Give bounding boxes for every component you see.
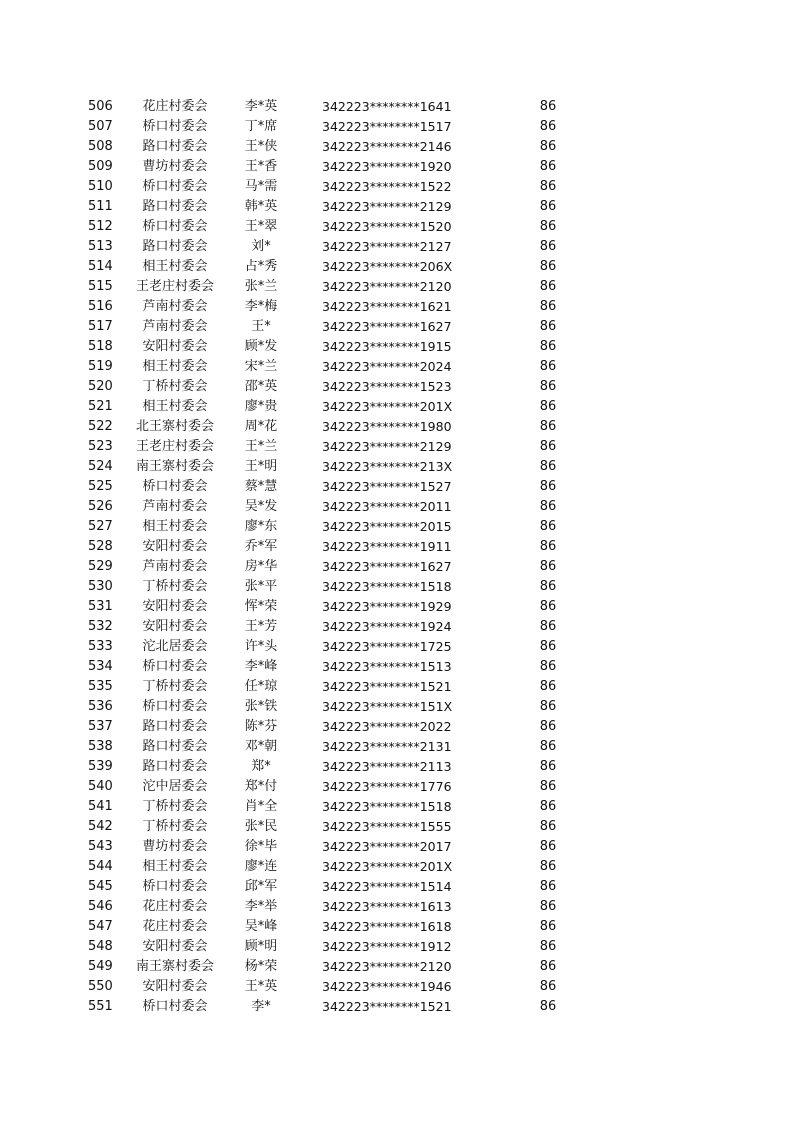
id-number: 342223********1912	[322, 939, 452, 954]
table-row	[0, 637, 793, 657]
person-name: 许*头	[244, 639, 278, 654]
table-row	[0, 197, 793, 217]
village-committee: 丁桥村委会	[142, 819, 208, 834]
row-number: 544	[88, 859, 113, 874]
id-number: 342223********2146	[322, 139, 452, 154]
person-name: 吴*峰	[244, 919, 278, 934]
row-number: 531	[88, 599, 113, 614]
table-row	[0, 877, 793, 897]
age-value: 86	[539, 819, 557, 834]
age-value: 86	[539, 879, 557, 894]
person-name: 蔡*慧	[244, 479, 278, 494]
village-committee: 丁桥村委会	[142, 579, 208, 594]
table-row	[0, 737, 793, 757]
village-committee: 丁桥村委会	[142, 679, 208, 694]
table-row	[0, 817, 793, 837]
age-value: 86	[539, 219, 557, 234]
person-name: 王*芳	[244, 619, 278, 634]
village-committee: 芦南村委会	[142, 319, 208, 334]
person-name: 郑*付	[244, 779, 278, 794]
row-number: 514	[88, 259, 113, 274]
person-name: 廖*东	[244, 519, 278, 534]
person-name: 李*英	[244, 99, 278, 114]
table-row	[0, 337, 793, 357]
village-committee: 沱北居委会	[142, 639, 208, 654]
id-number: 342223********1618	[322, 919, 452, 934]
row-number: 518	[88, 339, 113, 354]
village-committee: 南王寨村委会	[135, 459, 214, 474]
row-number: 534	[88, 659, 113, 674]
age-value: 86	[539, 259, 557, 274]
person-name: 李*梅	[244, 299, 278, 314]
village-committee: 花庄村委会	[142, 899, 208, 914]
row-number: 532	[88, 619, 113, 634]
person-name: 张*平	[244, 579, 278, 594]
person-name: 乔*军	[244, 539, 278, 554]
age-value: 86	[539, 679, 557, 694]
row-number: 533	[88, 639, 113, 654]
person-name: 王*翠	[244, 219, 278, 234]
id-number: 342223********2011	[322, 499, 452, 514]
id-number: 342223********2129	[322, 199, 452, 214]
id-number: 342223********206X	[322, 259, 453, 274]
table-row	[0, 757, 793, 777]
id-number: 342223********1725	[322, 639, 452, 654]
id-number: 342223********1521	[322, 679, 452, 694]
village-committee: 路口村委会	[142, 759, 208, 774]
person-name: 房*华	[244, 559, 278, 574]
village-committee: 路口村委会	[142, 719, 208, 734]
person-name: 杨*荣	[244, 959, 278, 974]
table-row	[0, 477, 793, 497]
village-committee: 路口村委会	[142, 139, 208, 154]
person-name: 刘*	[251, 239, 271, 254]
table-row	[0, 517, 793, 537]
person-name: 邱*军	[244, 879, 278, 894]
village-committee: 桥口村委会	[142, 699, 208, 714]
age-value: 86	[539, 859, 557, 874]
id-number: 342223********1520	[322, 219, 452, 234]
id-number: 342223********1946	[322, 979, 452, 994]
row-number: 523	[88, 439, 113, 454]
id-number: 342223********1915	[322, 339, 452, 354]
id-number: 342223********1627	[322, 319, 452, 334]
table-row	[0, 577, 793, 597]
person-name: 王*明	[244, 459, 278, 474]
row-number: 539	[88, 759, 113, 774]
id-number: 342223********2120	[322, 959, 452, 974]
age-value: 86	[539, 319, 557, 334]
table-row	[0, 317, 793, 337]
village-committee: 安阳村委会	[142, 979, 208, 994]
id-number: 342223********201X	[322, 399, 453, 414]
age-value: 86	[539, 719, 557, 734]
village-committee: 芦南村委会	[142, 299, 208, 314]
id-number: 342223********1929	[322, 599, 452, 614]
person-name: 王*香	[244, 159, 278, 174]
age-value: 86	[539, 139, 557, 154]
id-number: 342223********2131	[322, 739, 452, 754]
table-row	[0, 797, 793, 817]
village-committee: 相王村委会	[142, 259, 208, 274]
id-number: 342223********1523	[322, 379, 452, 394]
person-name: 周*花	[244, 419, 278, 434]
id-number: 342223********151X	[322, 699, 453, 714]
id-number: 342223********1641	[322, 99, 452, 114]
row-number: 546	[88, 899, 113, 914]
table-row	[0, 717, 793, 737]
id-number: 342223********2022	[322, 719, 452, 734]
table-row	[0, 657, 793, 677]
row-number: 524	[88, 459, 113, 474]
row-number: 538	[88, 739, 113, 754]
person-name: 宋*兰	[244, 359, 278, 374]
row-number: 522	[88, 419, 113, 434]
id-number: 342223********2113	[322, 759, 452, 774]
id-number: 342223********2129	[322, 439, 452, 454]
age-value: 86	[539, 419, 557, 434]
table-row	[0, 977, 793, 997]
id-number: 342223********2015	[322, 519, 452, 534]
id-number: 342223********1518	[322, 799, 452, 814]
village-committee: 相王村委会	[142, 859, 208, 874]
age-value: 86	[539, 559, 557, 574]
id-number: 342223********1776	[322, 779, 452, 794]
row-number: 528	[88, 539, 113, 554]
person-name: 李*举	[244, 899, 278, 914]
row-number: 535	[88, 679, 113, 694]
table-row	[0, 697, 793, 717]
person-name: 徐*毕	[244, 839, 278, 854]
row-number: 517	[88, 319, 113, 334]
id-number: 342223********1621	[322, 299, 452, 314]
row-number: 520	[88, 379, 113, 394]
row-number: 506	[88, 99, 113, 114]
age-value: 86	[539, 779, 557, 794]
id-number: 342223********2017	[322, 839, 452, 854]
row-number: 537	[88, 719, 113, 734]
id-number: 342223********1555	[322, 819, 452, 834]
person-name: 王*兰	[244, 439, 278, 454]
village-committee: 桥口村委会	[142, 119, 208, 134]
age-value: 86	[539, 439, 557, 454]
table-row	[0, 457, 793, 477]
age-value: 86	[539, 179, 557, 194]
table-row	[0, 277, 793, 297]
row-number: 542	[88, 819, 113, 834]
person-name: 李*	[251, 999, 271, 1014]
table-row	[0, 417, 793, 437]
age-value: 86	[539, 699, 557, 714]
age-value: 86	[539, 919, 557, 934]
person-name: 邵*英	[244, 379, 278, 394]
age-value: 86	[539, 579, 557, 594]
table-row	[0, 437, 793, 457]
row-number: 519	[88, 359, 113, 374]
person-name: 郑*	[251, 759, 271, 774]
age-value: 86	[539, 459, 557, 474]
id-number: 342223********1613	[322, 899, 452, 914]
row-number: 540	[88, 779, 113, 794]
person-name: 吴*发	[244, 499, 278, 514]
row-number: 536	[88, 699, 113, 714]
village-committee: 安阳村委会	[142, 339, 208, 354]
row-number: 521	[88, 399, 113, 414]
person-name: 王*英	[244, 979, 278, 994]
row-number: 549	[88, 959, 113, 974]
id-number: 342223********1627	[322, 559, 452, 574]
age-value: 86	[539, 99, 557, 114]
table-row	[0, 897, 793, 917]
id-number: 342223********1527	[322, 479, 452, 494]
village-committee: 路口村委会	[142, 739, 208, 754]
person-name: 恽*荣	[244, 599, 278, 614]
row-number: 509	[88, 159, 113, 174]
roster-table	[0, 97, 793, 1017]
row-number: 550	[88, 979, 113, 994]
id-number: 342223********1911	[322, 539, 452, 554]
age-value: 86	[539, 279, 557, 294]
village-committee: 相王村委会	[142, 519, 208, 534]
table-row	[0, 957, 793, 977]
row-number: 507	[88, 119, 113, 134]
village-committee: 路口村委会	[142, 239, 208, 254]
age-value: 86	[539, 299, 557, 314]
table-row	[0, 917, 793, 937]
table-row	[0, 257, 793, 277]
id-number: 342223********1513	[322, 659, 452, 674]
row-number: 545	[88, 879, 113, 894]
row-number: 526	[88, 499, 113, 514]
table-row	[0, 677, 793, 697]
person-name: 李*峰	[244, 659, 278, 674]
person-name: 占*秀	[244, 259, 278, 274]
age-value: 86	[539, 339, 557, 354]
row-number: 510	[88, 179, 113, 194]
village-committee: 安阳村委会	[142, 619, 208, 634]
row-number: 548	[88, 939, 113, 954]
village-committee: 桥口村委会	[142, 879, 208, 894]
table-row	[0, 157, 793, 177]
table-row	[0, 497, 793, 517]
age-value: 86	[539, 359, 557, 374]
age-value: 86	[539, 619, 557, 634]
age-value: 86	[539, 379, 557, 394]
row-number: 513	[88, 239, 113, 254]
row-number: 530	[88, 579, 113, 594]
table-row	[0, 937, 793, 957]
id-number: 342223********2127	[322, 239, 452, 254]
village-committee: 丁桥村委会	[142, 799, 208, 814]
age-value: 86	[539, 119, 557, 134]
id-number: 342223********1517	[322, 119, 452, 134]
id-number: 342223********1518	[322, 579, 452, 594]
row-number: 529	[88, 559, 113, 574]
table-row	[0, 537, 793, 557]
person-name: 张*民	[244, 819, 278, 834]
person-name: 马*需	[244, 179, 278, 194]
person-name: 张*铁	[244, 699, 278, 714]
village-committee: 安阳村委会	[142, 599, 208, 614]
age-value: 86	[539, 479, 557, 494]
age-value: 86	[539, 759, 557, 774]
table-row	[0, 97, 793, 117]
village-committee: 花庄村委会	[142, 919, 208, 934]
row-number: 515	[88, 279, 113, 294]
village-committee: 芦南村委会	[142, 559, 208, 574]
row-number: 541	[88, 799, 113, 814]
row-number: 547	[88, 919, 113, 934]
table-row	[0, 137, 793, 157]
age-value: 86	[539, 599, 557, 614]
age-value: 86	[539, 499, 557, 514]
table-row	[0, 177, 793, 197]
village-committee: 王老庄村委会	[135, 279, 214, 294]
table-row	[0, 297, 793, 317]
person-name: 任*琼	[244, 679, 278, 694]
age-value: 86	[539, 639, 557, 654]
person-name: 邓*朝	[244, 739, 278, 754]
village-committee: 芦南村委会	[142, 499, 208, 514]
row-number: 508	[88, 139, 113, 154]
village-committee: 王老庄村委会	[135, 439, 214, 454]
village-committee: 桥口村委会	[142, 479, 208, 494]
id-number: 342223********1521	[322, 999, 452, 1014]
person-name: 张*兰	[244, 279, 278, 294]
id-number: 342223********2120	[322, 279, 452, 294]
person-name: 顾*发	[244, 339, 278, 354]
id-number: 342223********213X	[322, 459, 453, 474]
table-row	[0, 557, 793, 577]
age-value: 86	[539, 239, 557, 254]
age-value: 86	[539, 739, 557, 754]
village-committee: 曹坊村委会	[142, 159, 208, 174]
id-number: 342223********1522	[322, 179, 452, 194]
village-committee: 桥口村委会	[142, 999, 208, 1014]
table-row	[0, 597, 793, 617]
table-row	[0, 217, 793, 237]
row-number: 527	[88, 519, 113, 534]
person-name: 王*	[251, 319, 271, 334]
age-value: 86	[539, 659, 557, 674]
table-row	[0, 397, 793, 417]
person-name: 王*侠	[244, 139, 278, 154]
person-name: 廖*连	[244, 859, 278, 874]
age-value: 86	[539, 939, 557, 954]
person-name: 肖*全	[244, 799, 278, 814]
village-committee: 安阳村委会	[142, 539, 208, 554]
id-number: 342223********1980	[322, 419, 452, 434]
village-committee: 北王寨村委会	[135, 419, 214, 434]
row-number: 516	[88, 299, 113, 314]
village-committee: 相王村委会	[142, 399, 208, 414]
table-row	[0, 117, 793, 137]
village-committee: 桥口村委会	[142, 179, 208, 194]
id-number: 342223********1924	[322, 619, 452, 634]
age-value: 86	[539, 959, 557, 974]
row-number: 525	[88, 479, 113, 494]
id-number: 342223********1514	[322, 879, 452, 894]
table-row	[0, 857, 793, 877]
person-name: 顾*明	[244, 939, 278, 954]
id-number: 342223********2024	[322, 359, 452, 374]
id-number: 342223********201X	[322, 859, 453, 874]
age-value: 86	[539, 519, 557, 534]
village-committee: 路口村委会	[142, 199, 208, 214]
row-number: 511	[88, 199, 113, 214]
table-row	[0, 997, 793, 1017]
village-committee: 花庄村委会	[142, 99, 208, 114]
person-name: 韩*英	[244, 199, 278, 214]
person-name: 丁*席	[244, 119, 278, 134]
row-number: 551	[88, 999, 113, 1014]
table-row	[0, 777, 793, 797]
village-committee: 沱中居委会	[142, 779, 208, 794]
village-committee: 丁桥村委会	[142, 379, 208, 394]
age-value: 86	[539, 979, 557, 994]
table-row	[0, 357, 793, 377]
table-row	[0, 377, 793, 397]
row-number: 512	[88, 219, 113, 234]
age-value: 86	[539, 539, 557, 554]
person-name: 陈*芬	[244, 719, 278, 734]
age-value: 86	[539, 999, 557, 1014]
age-value: 86	[539, 839, 557, 854]
village-committee: 桥口村委会	[142, 659, 208, 674]
age-value: 86	[539, 159, 557, 174]
age-value: 86	[539, 199, 557, 214]
village-committee: 安阳村委会	[142, 939, 208, 954]
table-row	[0, 837, 793, 857]
table-row	[0, 237, 793, 257]
village-committee: 桥口村委会	[142, 219, 208, 234]
village-committee: 曹坊村委会	[142, 839, 208, 854]
age-value: 86	[539, 399, 557, 414]
row-number: 543	[88, 839, 113, 854]
village-committee: 南王寨村委会	[135, 959, 214, 974]
person-name: 廖*贵	[244, 399, 278, 414]
id-number: 342223********1920	[322, 159, 452, 174]
village-committee: 相王村委会	[142, 359, 208, 374]
age-value: 86	[539, 799, 557, 814]
table-row	[0, 617, 793, 637]
age-value: 86	[539, 899, 557, 914]
